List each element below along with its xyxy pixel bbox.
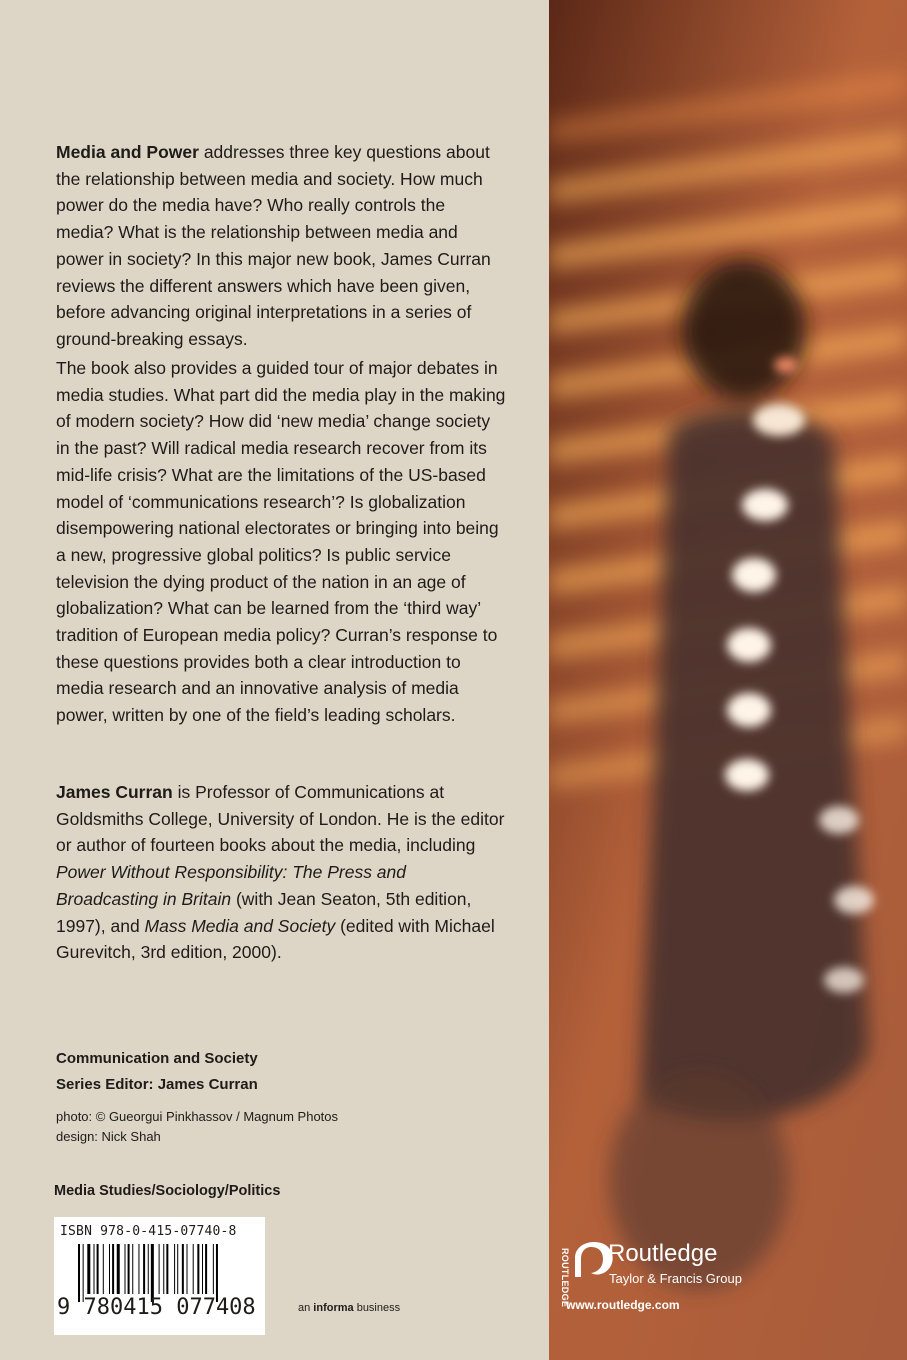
publisher-url: www.routledge.com — [566, 1298, 680, 1312]
barcode-bar — [125, 1244, 126, 1294]
barcode-bar — [97, 1244, 99, 1294]
subject-category: Media Studies/Sociology/Politics — [54, 1183, 281, 1199]
informa-prefix: an — [298, 1302, 314, 1314]
barcode-bar — [112, 1244, 114, 1294]
bio-text-a: is Professor of Communications at Goldsmiths College, University of London. He is the editor or author of fourteen books about the media, including — [56, 782, 505, 856]
barcode-bar — [213, 1244, 214, 1294]
blurb-paragraph-2: The book also provides a guided tour of major debates in media studies. What part did the media play in the making of modern society? How did ‘new media’ change society in the past? Will radical media research recover from its mid-life crisis? What are the limitations of the US-based model of ‘communications research’? Is globalization disempowering national electorates or bringing into being a new, progressive global politics? Is public service television the dying product of the nation in an age of globalization? What can be learned from the ‘third way’ tradition of European media policy? Curran’s response to these questions provides both a clear introduction to media research and an innovative analysis of media power, written by one of the field’s leading scholars. — [56, 358, 506, 726]
publisher-group: Taylor & Francis Group — [609, 1271, 742, 1286]
barcode-bar — [117, 1244, 120, 1294]
barcode-bars — [78, 1244, 258, 1302]
ean-digits: 9 780415 077408 — [57, 1295, 256, 1320]
book-reference-1: Power Without Responsibility: The Press and Broadcasting in Britain — [56, 862, 406, 909]
barcode-bar — [174, 1244, 175, 1294]
publisher-vertical-label: ROUTLEDGE — [560, 1248, 570, 1308]
barcode-bar — [143, 1244, 145, 1294]
barcode-bar — [202, 1244, 203, 1294]
barcode-bar — [216, 1244, 218, 1302]
design-credit: design: Nick Shah — [56, 1129, 161, 1144]
book-title: Media and Power — [56, 142, 199, 162]
series-editor: Series Editor: James Curran — [56, 1076, 258, 1093]
photo-credit: photo: © Gueorgui Pinkhassov / Magnum Photos — [56, 1109, 339, 1124]
barcode-bar — [138, 1244, 139, 1294]
cover-photo-image — [549, 0, 907, 1360]
barcode-bar — [128, 1244, 130, 1294]
credits — [56, 1107, 338, 1147]
barcode-label — [54, 1217, 265, 1335]
author-bio — [56, 779, 506, 966]
barcode-bar — [197, 1244, 199, 1294]
book-reference-2: Mass Media and Society — [144, 915, 336, 936]
barcode-bar — [182, 1244, 184, 1294]
blurb-text-1: addresses three key questions about the relationship between media and society. How much power do the media have? Who really controls the media? What is the relationship between media and power in society? In this major new book, James Curran reviews the different answers which have been given, before advancing original interpretations in a series of ground-breaking essays. — [56, 142, 491, 349]
informa-brand: informa — [313, 1302, 354, 1314]
informa-business-line — [298, 1302, 400, 1314]
barcode-bar — [187, 1244, 188, 1294]
author-name: James Curran — [56, 782, 173, 802]
series-info — [56, 1046, 258, 1098]
blurb-paragraph-1 — [56, 139, 506, 355]
barcode-bar — [163, 1244, 164, 1294]
publisher-name: Routledge — [608, 1240, 718, 1267]
barcode-bar — [193, 1244, 194, 1294]
series-name: Communication and Society — [56, 1050, 258, 1067]
barcode-bar — [205, 1244, 207, 1294]
barcode-bar — [87, 1244, 90, 1294]
bio-text-b: (with Jean Seaton, 5th edition, 1997), and — [56, 888, 472, 936]
barcode-bar — [83, 1244, 84, 1302]
barcode-bar — [159, 1244, 160, 1294]
barcode-bar — [166, 1244, 168, 1294]
barcode-bar — [78, 1244, 80, 1302]
barcode-bar — [177, 1244, 178, 1294]
barcode-bar — [132, 1244, 133, 1294]
barcode-bar — [94, 1244, 95, 1294]
informa-suffix: business — [353, 1302, 401, 1314]
bio-text-c: (edited with Michael Gurevitch, 3rd edition, 2000). — [56, 915, 495, 963]
barcode-bar — [103, 1244, 104, 1294]
barcode-bar — [148, 1244, 149, 1294]
cover-copy — [56, 139, 506, 966]
barcode-bar — [151, 1244, 154, 1302]
barcode-bar — [109, 1244, 110, 1294]
isbn-text: ISBN 978-0-415-07740-8 — [60, 1224, 237, 1239]
